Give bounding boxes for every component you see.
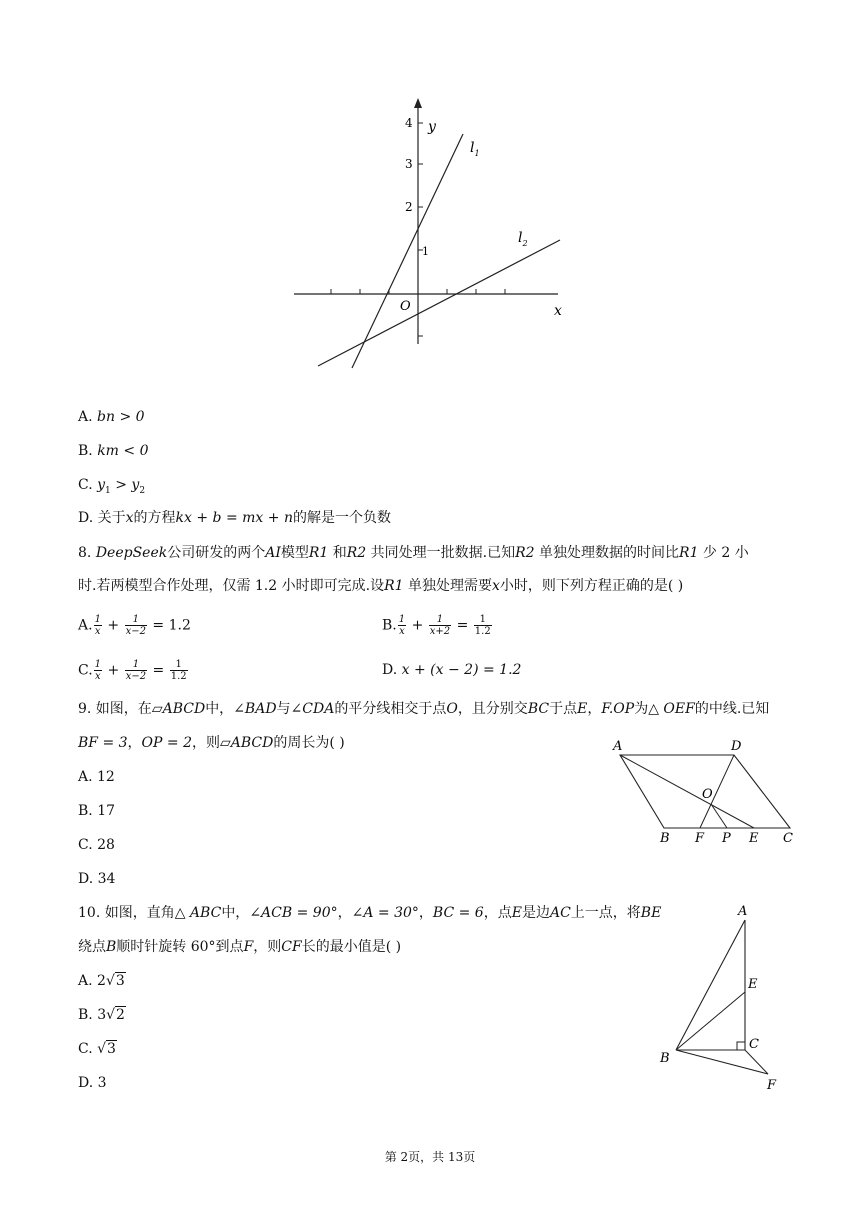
q10-option-c: C. √3	[78, 1041, 116, 1057]
q7-option-a: A. bn > 0	[78, 409, 145, 425]
q9-stem-line2: BF = 3，OP = 2，则▱ABCD的周长为( )	[78, 735, 345, 751]
tick-label-1: 1	[422, 245, 429, 258]
segment-bf	[676, 1050, 768, 1074]
q8-option-d: D. x + (x − 2) = 1.2	[382, 662, 522, 678]
page-footer: 第 2页，共 13页	[384, 1150, 476, 1164]
svg-text:E: E	[749, 831, 759, 846]
segment-be	[676, 992, 745, 1050]
svg-text:D: D	[731, 739, 742, 754]
y-arrow-icon	[414, 98, 422, 108]
origin-label: O	[400, 299, 411, 314]
tick-label-2: 2	[405, 200, 413, 214]
q7-option-b: B. km < 0	[78, 443, 149, 459]
svg-text:F: F	[767, 1078, 777, 1093]
svg-text:A: A	[613, 739, 623, 754]
q10-stem-line2: 绕点B顺时针旋转 60°到点F，则CF长的最小值是( )	[78, 939, 402, 955]
svg-text:O: O	[702, 787, 713, 802]
svg-text:C: C	[749, 1037, 759, 1052]
q10-option-a: A. 2√3	[78, 973, 125, 989]
q10-option-b: B. 3√2	[78, 1007, 125, 1023]
svg-text:E: E	[748, 977, 758, 992]
segment-cf	[745, 1050, 768, 1074]
q9-parallelogram-figure	[606, 730, 806, 850]
side-ab	[676, 920, 745, 1050]
q8-stem-line1: 8. DeepSeek公司研发的两个AI模型R1 和R2 共同处理一批数据.已知R2 单独处理数据的时间比R1 少 2 小	[78, 545, 749, 561]
q8-option-a: A. $\frac{1}{x}$ + $\frac{1}{x-2}$ = 1.2	[78, 614, 191, 637]
svg-text:B: B	[660, 831, 670, 846]
bisector-ae	[620, 755, 754, 828]
svg-text:B: B	[660, 1051, 670, 1066]
q10-stem-line1: 10. 如图，直角△ ABC中，∠ACB = 90°，∠A = 30°，BC = 6，点E是边AC上一点，将BE	[78, 905, 662, 921]
q7-graph	[290, 96, 570, 372]
svg-text:A: A	[738, 904, 748, 919]
q9-option-a: A. 12	[78, 769, 115, 785]
svg-text:C: C	[783, 831, 793, 846]
right-angle-mark-icon	[737, 1042, 745, 1050]
q7-option-d: D. 关于x的方程kx + b = mx + n的解是一个负数	[78, 510, 391, 526]
q9-option-c: C. 28	[78, 837, 115, 853]
q8-stem-line2: 时.若两模型合作处理，仅需 1.2 小时即可完成.设R1 单独处理需要x小时，则下列方程正确的是( )	[78, 578, 684, 594]
q8-option-c: C. $\frac{1}{x}$ + $\frac{1}{x-2}$ = $\frac{1}{1.2}$	[78, 659, 187, 682]
svg-text:P: P	[722, 831, 731, 846]
x-axis-label: x	[554, 303, 562, 319]
l1-label: $l_1$	[470, 140, 480, 158]
q9-stem-line1: 9. 如图，在▱ABCD中，∠BAD与∠CDA的平分线相交于点O，且分别交BC于点E，F.OP为△ OEF的中线.已知	[78, 701, 770, 717]
tick-label-4: 4	[405, 116, 413, 130]
q9-option-b: B. 17	[78, 803, 116, 819]
line-l2	[318, 240, 560, 366]
y-axis-label: y	[428, 119, 436, 135]
q9-option-d: D. 34	[78, 871, 116, 887]
q8-option-b: B. $\frac{1}{x}$ + $\frac{1}{x+2}$ = $\frac{1}{1.2}$	[382, 614, 491, 637]
q10-option-d: D. 3	[78, 1075, 107, 1091]
tick-label-3: 3	[405, 157, 413, 171]
l2-label: $l_2$	[518, 230, 528, 248]
median-op	[711, 804, 727, 828]
q10-triangle-figure	[652, 898, 792, 1098]
q7-option-c: C. $y_1 > y_2$	[78, 477, 146, 496]
svg-text:F: F	[695, 831, 705, 846]
